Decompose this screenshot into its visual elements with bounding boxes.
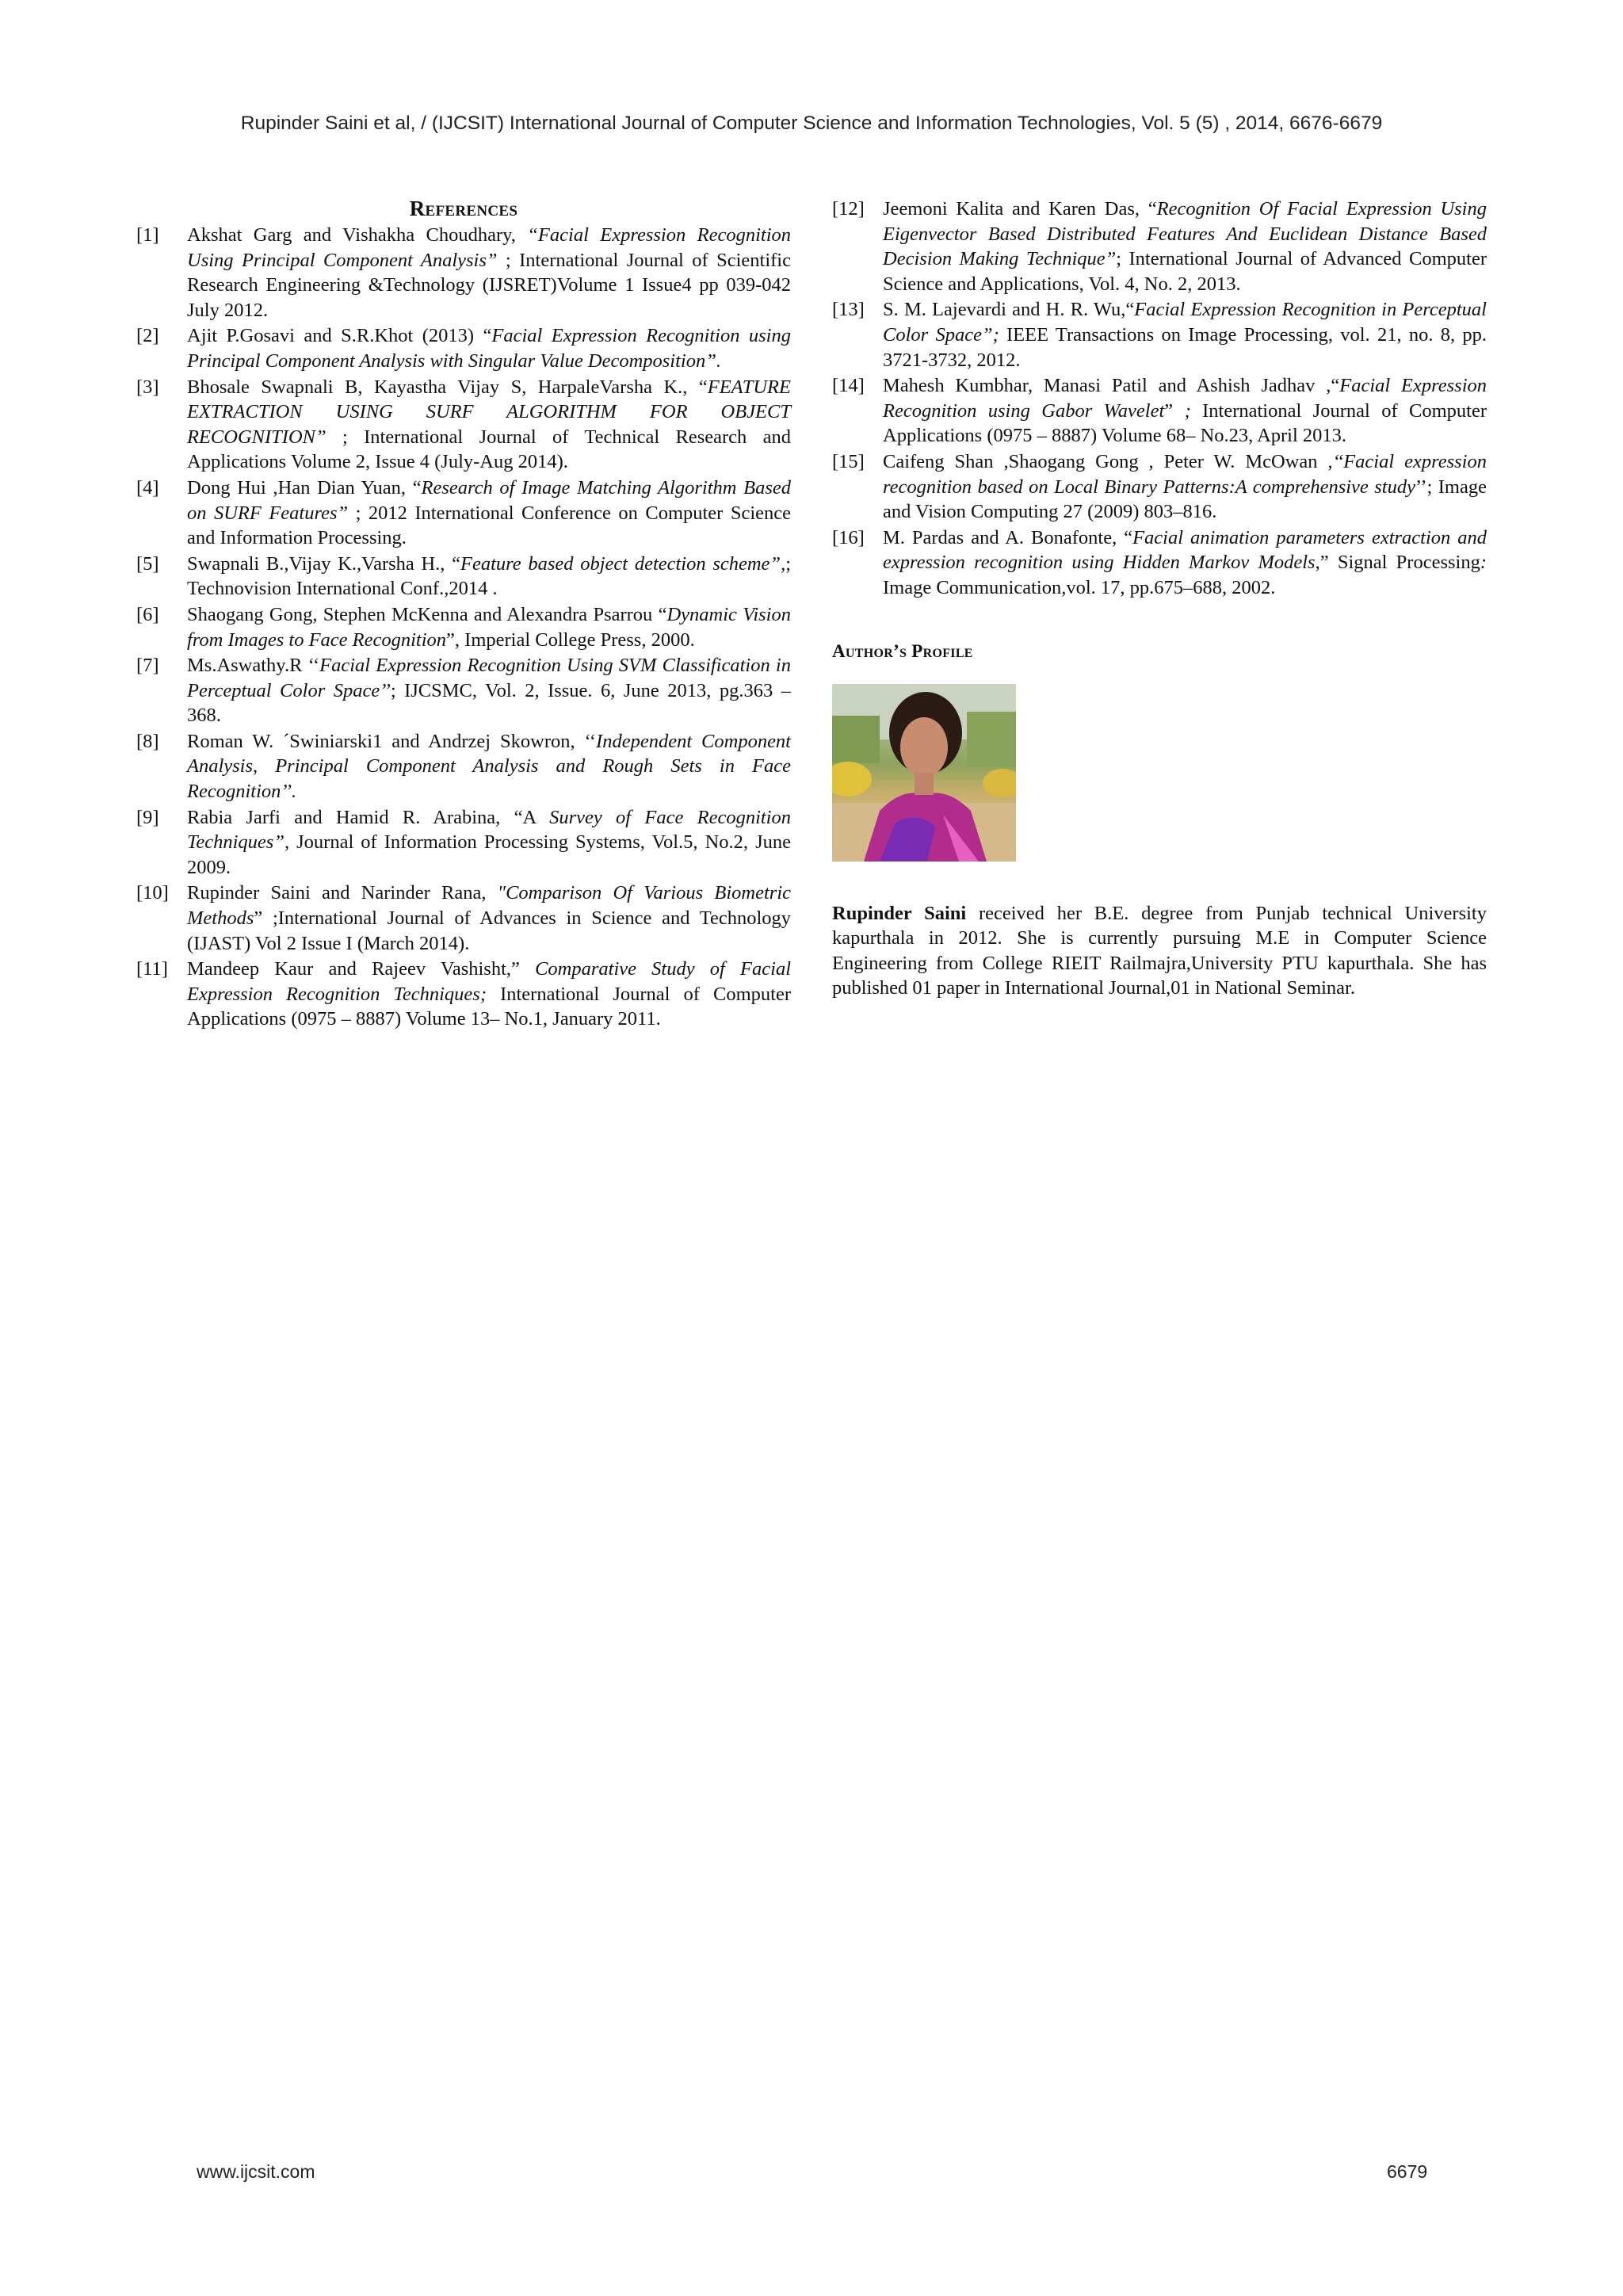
reference-item (832, 197, 1487, 296)
reference-text (187, 375, 791, 475)
author-profile-heading: Author’s Profile (832, 640, 973, 661)
reference-item (136, 729, 791, 804)
reference-text-segment: Shaogang Gong, Stephen McKenna and Alexandra Psarrou “ (187, 603, 667, 625)
reference-text (883, 297, 1487, 372)
reference-number: [14] (832, 375, 865, 397)
references-heading: References (409, 197, 518, 220)
reference-item (136, 552, 791, 602)
reference-text-segment: Roman W. ´Swiniarski1 and Andrzej Skowron, ‘‘ (187, 730, 597, 752)
reference-text-segment: Rabia Jarfi and Hamid R. Arabina, “A (187, 806, 550, 828)
reference-title-italic: Survey of Face Recognition Techniques”, (187, 806, 791, 854)
reference-number: [8] (136, 730, 159, 752)
reference-number: [2] (136, 325, 159, 347)
reference-text (187, 552, 791, 602)
references-column-right (832, 197, 1487, 1001)
reference-text-segment: Akshat Garg and Vishakha Choudhary, (187, 224, 528, 246)
reference-text-segment: Dong Hui ,Han Dian Yuan, “ (187, 476, 422, 499)
reference-text-segment: Bhosale Swapnali B, Kayastha Vijay S, HarpaleVarsha K., “ (187, 376, 708, 398)
reference-text-segment: Ajit P.Gosavi and S.R.Khot (2013) “ (187, 325, 492, 347)
reference-title-italic: Facial Expression Recognition using Principal Component Analysis with Singular Value Decomposition”. (187, 325, 791, 372)
reference-item (136, 881, 791, 956)
reference-text-segment: ; International Journal of Technical Research and Applications Volume 2, Issue 4 (July-Aug 2014). (187, 426, 791, 473)
reference-title-italic: Recognition Of Facial Expression Using Eigenvector Based Distributed Features And Euclidean Distance Based Decision Making Technique” (883, 198, 1487, 270)
reference-text (883, 373, 1487, 449)
reference-text-segment: ; IJCSMC, Vol. 2, Issue. 6, June 2013, pg.363 – 368. (187, 679, 791, 727)
reference-item (832, 449, 1487, 525)
reference-title-italic: ,‘‘Facial expression recognition based on Local Binary Patterns:A comprehensive study (883, 450, 1487, 498)
reference-title-italic: Facial Expression Recognition Using SVM Classification in Perceptual Color Space’’ (187, 655, 791, 701)
reference-item (136, 476, 791, 551)
reference-number: [13] (832, 299, 865, 321)
reference-text-segment: Ms.Aswathy.R ‘‘ (187, 655, 320, 677)
reference-item (136, 653, 791, 728)
reference-title-italic: : (1480, 552, 1487, 574)
reference-number: [6] (136, 603, 159, 625)
reference-text-segment: ”, Imperial College Press, 2000. (446, 628, 695, 651)
reference-text-segment: S. M. Lajevardi and H. R. Wu,“ (883, 299, 1135, 321)
reference-number: [3] (136, 376, 159, 398)
reference-number: [5] (136, 552, 159, 575)
reference-number: [12] (832, 198, 865, 220)
reference-text-segment: ; International Journal of Scientific Research Engineering &Technology (IJSRET)Volume 1 Issue4 pp 039-042 July 2012. (187, 249, 791, 321)
reference-text-segment: M. Pardas and A. Bonafonte, “ (883, 526, 1133, 548)
reference-text-segment: ” (1164, 399, 1185, 422)
reference-text (187, 323, 791, 373)
reference-text (187, 602, 791, 652)
reference-title-italic: ; (1184, 399, 1191, 422)
reference-text (883, 449, 1487, 525)
reference-text-segment: ; 2012 International Conference on Computer Science and Information Processing. (187, 502, 791, 549)
reference-title-italic: Independent Component Analysis, Principal Component Analysis and Rough Sets in Face Recognition’’. (187, 730, 791, 803)
running-header: Rupinder Saini et al, / (IJCSIT) International Journal of Computer Science and Information Technologies, Vol. 5 (5) , 2014, 6676-6679 (240, 113, 1383, 134)
footer-page-number: 6679 (1387, 2161, 1428, 2182)
reference-item (136, 957, 791, 1032)
reference-text-segment: Rupinder Saini and Narinder Rana, (187, 882, 498, 904)
reference-number: [9] (136, 806, 159, 828)
reference-text-segment: ,; Technovision International Conf.,2014 . (187, 552, 791, 600)
references-list-left (136, 223, 791, 1032)
reference-text-segment: Journal of Information Processing Systems, Vol.5, No.2, June 2009. (187, 831, 791, 878)
reference-text (187, 957, 791, 1032)
reference-title-italic: Dynamic Vision from Images to Face Recognition (187, 603, 791, 651)
reference-text-segment: Jeemoni Kalita and Karen Das, “ (883, 198, 1157, 220)
reference-text (187, 223, 791, 323)
reference-title-italic: Facial Expression Recognition in Perceptual Color Space”; (883, 299, 1487, 346)
author-bio-text: received her B.E. degree from Punjab technical University kapurthala in 2012. She is currently pursuing M.E in Computer Science Engineering from College RIEIT Railmajra,University PTU kapurthala. She has published 01 paper in International Journal,01 in National Seminar. (832, 902, 1487, 999)
reference-item (832, 297, 1487, 372)
reference-text (883, 197, 1487, 296)
reference-text-segment: Caifeng Shan ,Shaogang Gong , Peter W. McOwan (883, 450, 1328, 472)
reference-item (136, 805, 791, 881)
references-list-right (832, 197, 1487, 601)
author-portrait-graphic (832, 684, 1016, 861)
reference-title-italic: Facial Expression Recognition using Gabor Wavelet (883, 375, 1487, 422)
reference-item (832, 525, 1487, 601)
reference-text-segment: ; International Journal of Advanced Computer Science and Applications, Vol. 4, No. 2, 2013. (883, 248, 1487, 295)
reference-item (136, 323, 791, 373)
reference-text (187, 729, 791, 804)
reference-number: [1] (136, 224, 159, 246)
reference-number: [15] (832, 450, 865, 472)
reference-text-segment: ’’; Image and Vision Computing 27 (2009) 803–816. (883, 476, 1487, 523)
reference-title-italic: “Facial Expression Recognition Using Principal Component Analysis” (187, 224, 792, 271)
reference-text-segment: Mahesh Kumbhar, Manasi Patil and Ashish Jadhav ,“ (883, 375, 1340, 397)
reference-text-segment: International Journal of Computer Applications (0975 – 8887) Volume 13– No.1, January 2011. (187, 983, 791, 1030)
reference-text-segment: vol. 17, pp.675–688, 2002. (1066, 576, 1276, 598)
reference-title-italic: FEATURE EXTRACTION USING SURF ALGORITHM FOR OBJECT RECOGNITION” (187, 376, 791, 448)
reference-text (187, 653, 791, 728)
reference-number: [11] (136, 958, 168, 980)
reference-title-italic: Comparative Study of Facial Expression Recognition Techniques; (187, 958, 791, 1005)
author-photo (832, 684, 1016, 861)
author-name: Rupinder Saini (832, 902, 967, 924)
reference-title-italic: "Comparison Of Various Biometric Methods (187, 882, 792, 930)
reference-text-segment: Mandeep Kaur and Rajeev Vashisht,” (187, 958, 536, 980)
reference-text (187, 805, 791, 881)
reference-number: [7] (136, 655, 159, 677)
reference-text-segment: International Journal of Computer Applications (0975 – 8887) Volume 68– No.23, April 2013. (883, 399, 1487, 447)
reference-text (187, 881, 791, 956)
reference-title-italic: Feature based object detection scheme” (460, 552, 781, 575)
reference-number: [16] (832, 526, 865, 548)
reference-number: [10] (136, 882, 169, 904)
reference-text-segment: Image Communication (883, 576, 1062, 598)
reference-number: [4] (136, 476, 159, 499)
reference-item (136, 223, 791, 323)
reference-title-italic: Facial animation parameters extraction and expression recognition using Hidden Markov Models (883, 526, 1487, 574)
reference-text (187, 476, 791, 551)
reference-title-italic: , (1061, 576, 1067, 598)
reference-item (832, 373, 1487, 449)
reference-text-segment: Swapnali B.,Vijay K.,Varsha H., “ (187, 552, 461, 575)
reference-text-segment: ” ;International Journal of Advances in Science and Technology (IJAST) Vol 2 Issue I (March 2014). (187, 907, 791, 954)
footer-url: www.ijcsit.com (197, 2161, 315, 2182)
reference-text (883, 525, 1487, 601)
reference-title-italic: Research of Image Matching Algorithm Based on SURF Features” (187, 476, 791, 524)
author-bio (832, 901, 1487, 1001)
reference-text-segment: ,” Signal Processing (1315, 552, 1480, 574)
reference-item (136, 375, 791, 475)
references-column-left (136, 197, 791, 1033)
reference-text-segment: IEEE Transactions on Image Processing, vol. 21, no. 8, pp. 3721-3732, 2012. (883, 323, 1487, 371)
reference-item (136, 602, 791, 652)
